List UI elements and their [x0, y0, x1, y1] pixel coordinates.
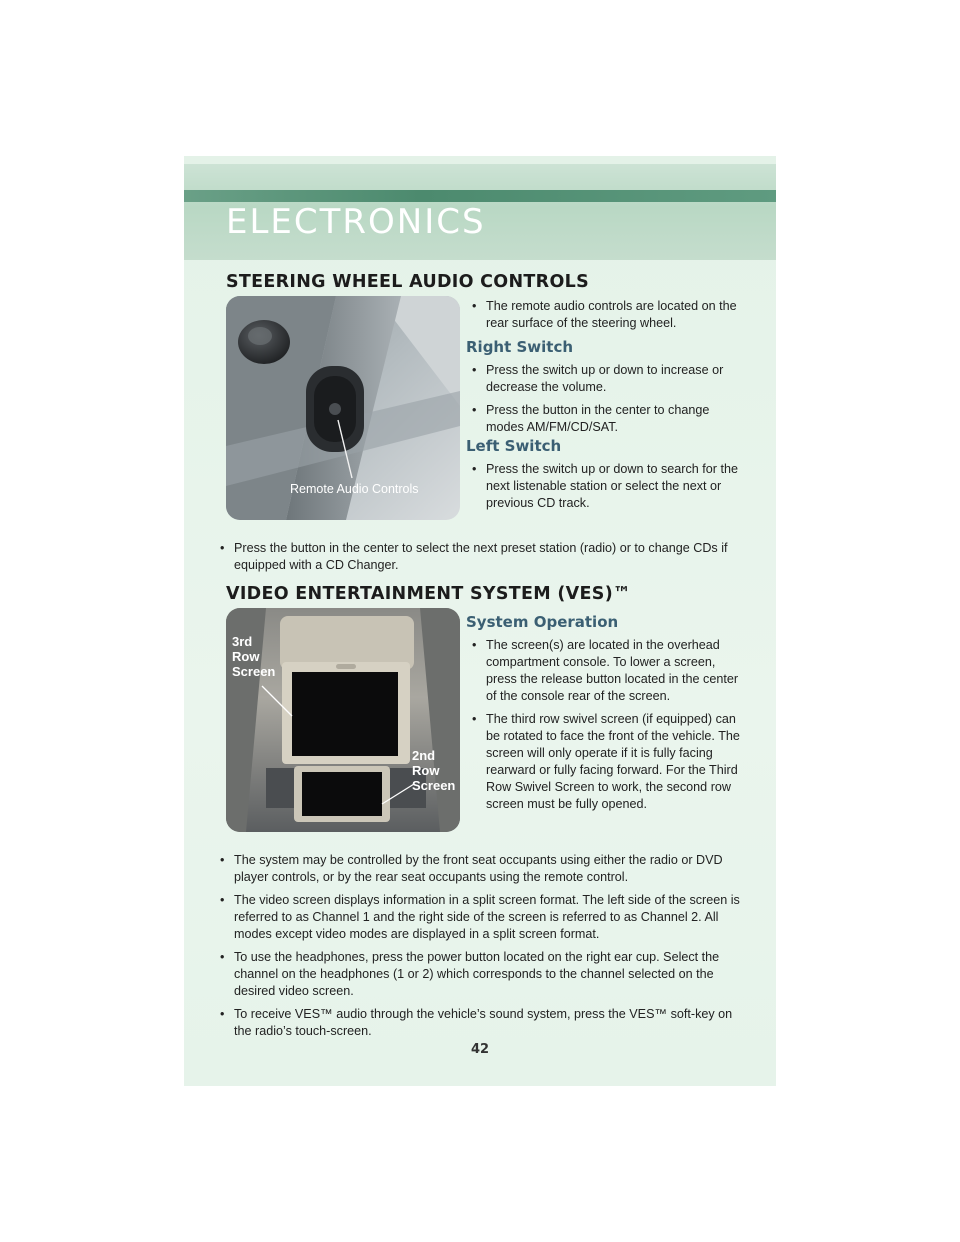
- section-header-bar: [184, 190, 776, 202]
- left-switch-list: [460, 461, 740, 518]
- list-item: • Press the button in the center to select the next preset station (radio) or to change CDs if equipped with a CD Changer.: [220, 541, 728, 572]
- ves-bullet-list: [208, 852, 748, 1046]
- ves-photo: [226, 608, 460, 832]
- page-number: 42: [470, 1042, 490, 1057]
- steering-text-column: [460, 298, 740, 338]
- list-item: • Press the button in the center to change modes AM/FM/CD/SAT.: [472, 403, 710, 434]
- list-item: • To use the headphones, press the power button located on the right ear cup. Select the channel on the headphones (1 or 2) which corresponds to the channel selected on the desired video screen.: [220, 950, 720, 998]
- list-item: • To receive VES™ audio through the vehicle’s sound system, press the VES™ soft-key on the radio’s touch-screen.: [220, 1007, 733, 1038]
- remote-audio-controls-label: Remote Audio Controls: [290, 482, 419, 496]
- system-operation-heading: System Operation: [466, 613, 619, 631]
- list-item: • The screen(s) are located in the overhead compartment console. To lower a screen, press the release button located in the center of the console rear of the screen.: [472, 638, 739, 703]
- list-item: • Press the switch up or down to search for the next listenable station or select the next or previous CD track.: [472, 462, 738, 510]
- list-item: • The system may be controlled by the front seat occupants using either the radio or DVD player controls, or by the rear seat occupants using the remote control.: [220, 853, 723, 884]
- list-item: • The remote audio controls are located on the rear surface of the steering wheel.: [472, 299, 737, 330]
- second-row-screen-label: 2nd Row Screen: [412, 748, 456, 793]
- section-header-band: [184, 164, 776, 260]
- manual-page: [184, 156, 776, 1086]
- system-operation-list: [460, 637, 740, 819]
- steering-wheel-title: STEERING WHEEL AUDIO CONTROLS: [226, 272, 589, 292]
- right-switch-heading: Right Switch: [466, 338, 574, 356]
- list-item: • The video screen displays information in a split screen format. The left side of the screen is referred to as Channel 1 and the right side of the screen is referred to as Channel 2. All modes except video modes are displayed in a split screen format.: [220, 893, 740, 941]
- list-item: • Press the switch up or down to increase or decrease the volume.: [472, 363, 724, 394]
- steering-wheel-photo: [226, 296, 460, 520]
- section-header-title: ELECTRONICS: [226, 202, 486, 242]
- steering-full-bullet: [208, 540, 748, 580]
- ves-title: VIDEO ENTERTAINMENT SYSTEM (VES)™: [226, 584, 631, 604]
- third-row-screen-label: 3rd Row Screen: [232, 634, 276, 679]
- right-switch-list: [460, 362, 740, 442]
- left-switch-heading: Left Switch: [466, 437, 562, 455]
- list-item: • The third row swivel screen (if equipped) can be rotated to face the front of the vehicle. The screen will only operate if it is fully facing rearward or fully facing forward. For the Third Row Swivel Screen to work, the second row screen must be fully opened.: [472, 712, 740, 811]
